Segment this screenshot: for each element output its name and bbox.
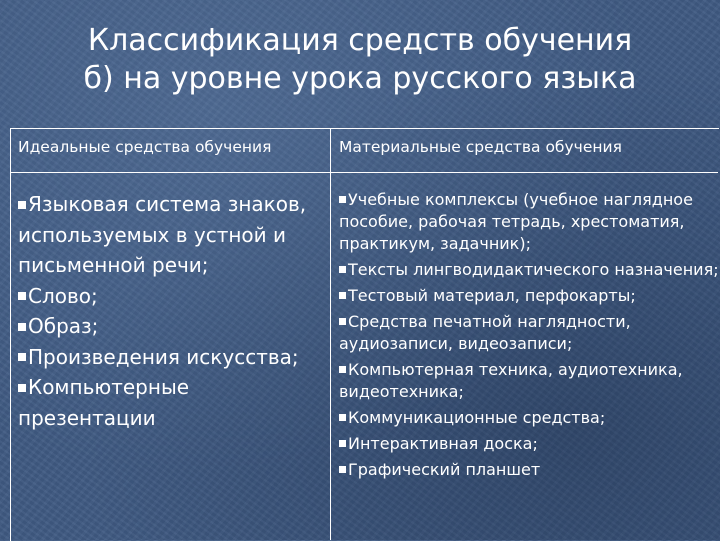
list-item: Языковая система знаков, используемых в устной и письменной речи; xyxy=(18,192,307,277)
slide-title xyxy=(0,22,720,98)
table-header-divider xyxy=(10,172,718,173)
square-bullet-icon xyxy=(339,466,346,473)
square-bullet-icon xyxy=(339,414,346,421)
square-bullet-icon xyxy=(339,318,346,325)
list-item: Образ; xyxy=(18,311,330,342)
square-bullet-icon xyxy=(18,201,26,209)
ideal-means-list xyxy=(18,189,330,433)
title-line-1: Классификация средств обучения xyxy=(87,23,633,58)
list-item: Тестовый материал, перфокарты; xyxy=(339,285,719,307)
square-bullet-icon xyxy=(18,292,26,300)
list-item: Учебные комплексы (учебное наглядное пособие, рабочая тетрадь, хрестоматия, практикум, задачник); xyxy=(339,190,693,253)
square-bullet-icon xyxy=(18,384,26,392)
list-item: Коммуникационные средства; xyxy=(339,407,719,429)
list-item: Компьютерные презентации xyxy=(18,375,190,430)
square-bullet-icon xyxy=(339,292,346,299)
table-column-divider xyxy=(330,128,331,540)
list-item: Компьютерная техника, аудиотехника, видеотехника; xyxy=(339,360,683,401)
title-line-2: б) на уровне урока русского языка xyxy=(83,61,637,96)
square-bullet-icon xyxy=(339,366,346,373)
square-bullet-icon xyxy=(339,266,346,273)
list-item: Тексты лингводидактического назначения; xyxy=(339,259,719,281)
header-material-means: Материальные средства обучения xyxy=(339,138,622,156)
material-means-list xyxy=(339,189,719,485)
square-bullet-icon xyxy=(18,353,26,361)
square-bullet-icon xyxy=(18,323,26,331)
square-bullet-icon xyxy=(339,440,346,447)
list-item: Слово; xyxy=(18,281,330,312)
list-item: Графический планшет xyxy=(339,459,719,481)
list-item: Произведения искусства; xyxy=(18,342,330,373)
square-bullet-icon xyxy=(339,196,346,203)
list-item: Интерактивная доска; xyxy=(339,433,719,455)
header-ideal-means: Идеальные средства обучения xyxy=(18,138,272,156)
list-item: Средства печатной наглядности, аудиозаписи, видеозаписи; xyxy=(339,312,631,353)
